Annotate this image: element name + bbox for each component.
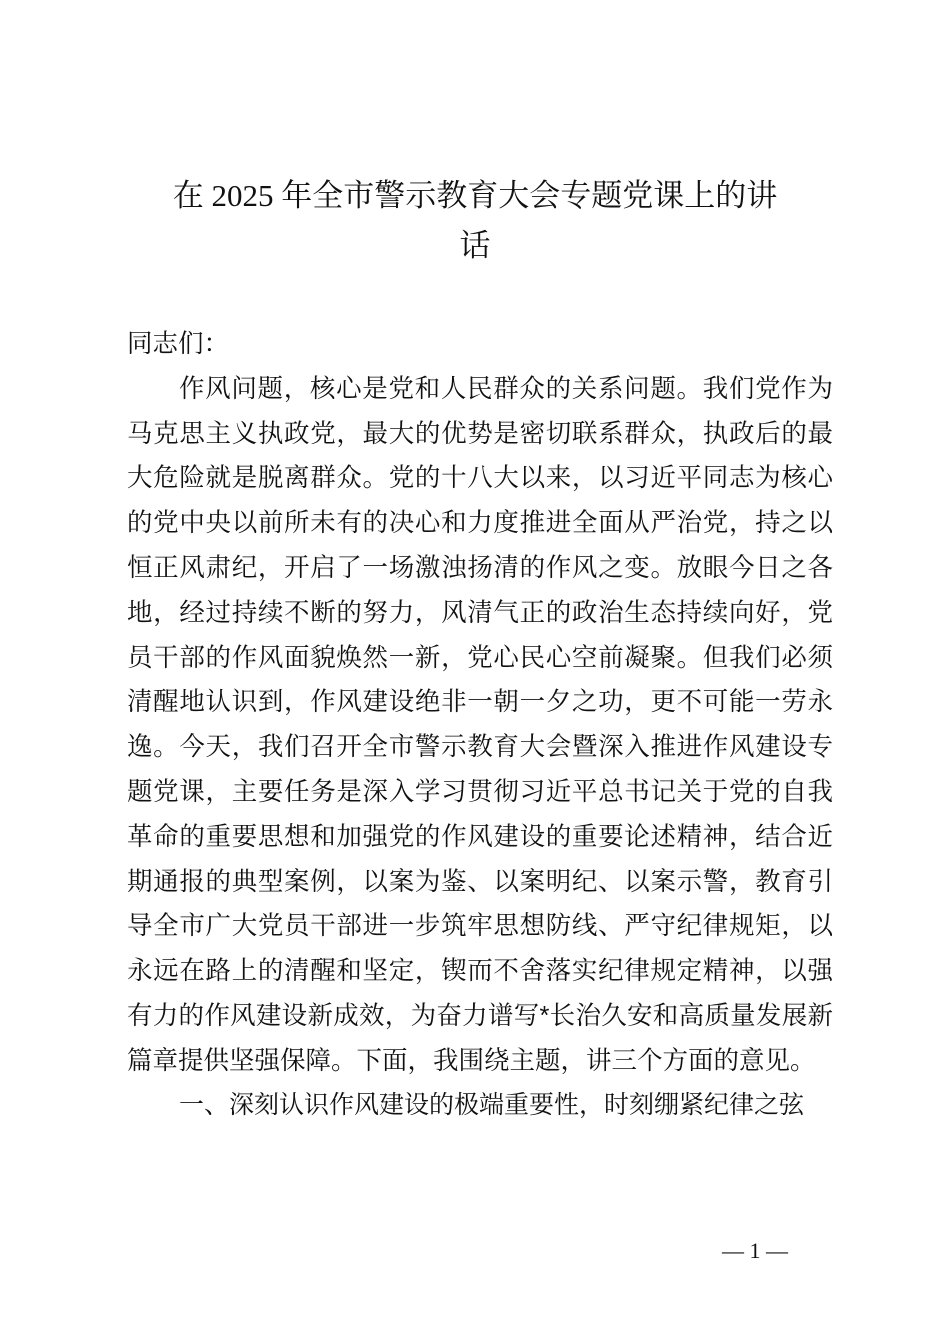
paragraph-line: 地，经过持续不断的努力，风清气正的政治生态持续向好，党	[127, 598, 833, 627]
document-body	[127, 322, 833, 1128]
paragraph-line: 作风问题，核心是党和人民群众的关系问题。我们党作为	[179, 374, 833, 403]
paragraph-line: 大危险就是脱离群众。党的十八大以来，以习近平同志为核心	[127, 464, 833, 493]
paragraph-line: 逸。今天，我们召开全市警示教育大会暨深入推进作风建设专	[127, 733, 833, 762]
paragraph-line: 期通报的典型案例，以案为鉴、以案明纪、以案示警，教育引	[127, 867, 833, 896]
paragraph-line: 题党课，主要任务是深入学习贯彻习近平总书记关于党的自我	[127, 777, 833, 806]
paragraph-line: 马克思主义执政党，最大的优势是密切联系群众，执政后的最	[127, 419, 833, 448]
paragraph-line: 清醒地认识到，作风建设绝非一朝一夕之功，更不可能一劳永	[127, 688, 833, 717]
section-heading: 一、深刻认识作风建设的极端重要性，时刻绷紧纪律之弦	[179, 1091, 805, 1119]
opening-paragraph	[127, 367, 833, 1084]
paragraph-line: 员干部的作风面貌焕然一新，党心民心空前凝聚。但我们必须	[127, 643, 833, 672]
document-title-line-1: 在 2025 年全市警示教育大会专题党课上的讲	[172, 178, 778, 213]
paragraph-line: 革命的重要思想和加强党的作风建设的重要论述精神，结合近	[127, 822, 833, 851]
page-number: — 1 —	[722, 1238, 788, 1263]
greeting: 同志们：	[127, 330, 230, 358]
paragraph-line: 永远在路上的清醒和坚定，锲而不舍落实纪律规定精神，以强	[127, 957, 833, 986]
paragraph-line: 有力的作风建设新成效，为奋力谱写*长治久安和高质量发展新	[127, 1001, 833, 1030]
paragraph-line: 恒正风肃纪，开启了一场激浊扬清的作风之变。放眼今日之各	[127, 553, 833, 582]
paragraph-line: 篇章提供坚强保障。下面，我围绕主题，讲三个方面的意见。	[127, 1046, 816, 1075]
paragraph-line: 的党中央以前所未有的决心和力度推进全面从严治党，持之以	[127, 509, 833, 538]
paragraph-line: 导全市广大党员干部进一步筑牢思想防线、严守纪律规矩，以	[127, 912, 833, 941]
document-title-line-2: 话	[459, 228, 491, 263]
